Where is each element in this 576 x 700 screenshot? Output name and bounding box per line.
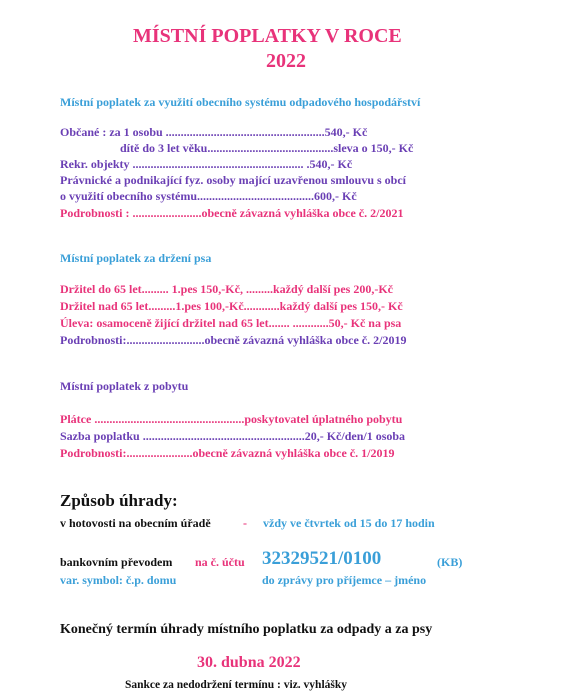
dog-section-heading: Místní poplatek za držení psa <box>60 251 212 265</box>
stay-line-rate: Sazba poplatku ......................................................20,- Kč/den/1 osoba <box>60 429 406 443</box>
payment-cash-dash: - <box>243 516 247 530</box>
payment-bank-on: na č. účtu <box>195 555 245 569</box>
waste-line-legal-entities: Právnické a podnikající fyz. osoby mající uzavřenou smlouvu s obcí <box>60 173 407 187</box>
waste-line-children: dítě do 3 let věku..........................................sleva o 150,- Kč <box>120 141 414 155</box>
stay-section-heading: Místní poplatek z pobytu <box>60 379 189 393</box>
stay-details: Podrobnosti:......................obecně závazná vyhláška obce č. 1/2019 <box>60 446 395 460</box>
waste-line-citizens: Občané : za 1 osobu .....................................................540,- Kč <box>60 125 368 139</box>
payment-heading: Způsob úhrady: <box>60 491 178 510</box>
bank-code: (KB) <box>437 555 463 569</box>
deadline-text: Konečný termín úhrady místního poplatku za odpady a za psy <box>60 622 433 637</box>
payment-bank-label: bankovním převodem <box>60 555 173 569</box>
dog-line-under-65: Držitel do 65 let......... 1.pes 150,-Kč, .........každý další pes 200,-Kč <box>60 282 393 296</box>
waste-line-system-use: o využití obecního systému.......................................600,- Kč <box>60 189 357 203</box>
waste-line-recreational: Rekr. objekty ......................................................... .540,- Kč <box>60 157 353 171</box>
deadline-date: 30. dubna 2022 <box>197 654 301 671</box>
waste-details: Podrobnosti : .......................obecně závazná vyhláška obce č. 2/2021 <box>60 206 404 220</box>
dog-line-over-65: Držitel nad 65 let.........1.pes 100,-Kč............každý další pes 150,- Kč <box>60 299 403 313</box>
page-title-year: 2022 <box>266 50 306 72</box>
dog-line-relief: Úleva: osamoceně žijící držitel nad 65 let....... ............50,- Kč na psa <box>60 316 402 330</box>
payment-cash-label: v hotovosti na obecním úřadě <box>60 516 211 530</box>
waste-section-heading: Místní poplatek za využití obecního systému odpadového hospodářství <box>60 95 421 109</box>
payment-cash-hours: vždy ve čtvrtek od 15 do 17 hodin <box>263 516 435 530</box>
stay-line-payer: Plátce ..................................................poskytovatel úplatného pobytu <box>60 412 403 426</box>
page-title: MÍSTNÍ POPLATKY V ROCE <box>133 25 402 47</box>
payment-message-note: do zprávy pro příjemce – jméno <box>262 573 427 587</box>
sanction-note: Sankce za nedodržení termínu : viz. vyhlášky <box>125 679 348 691</box>
variable-symbol-note: var. symbol: č.p. domu <box>60 573 177 587</box>
dog-details: Podrobnosti:..........................obecně závazná vyhláška obce č. 2/2019 <box>60 333 407 347</box>
bank-account-number: 32329521/0100 <box>262 548 382 569</box>
